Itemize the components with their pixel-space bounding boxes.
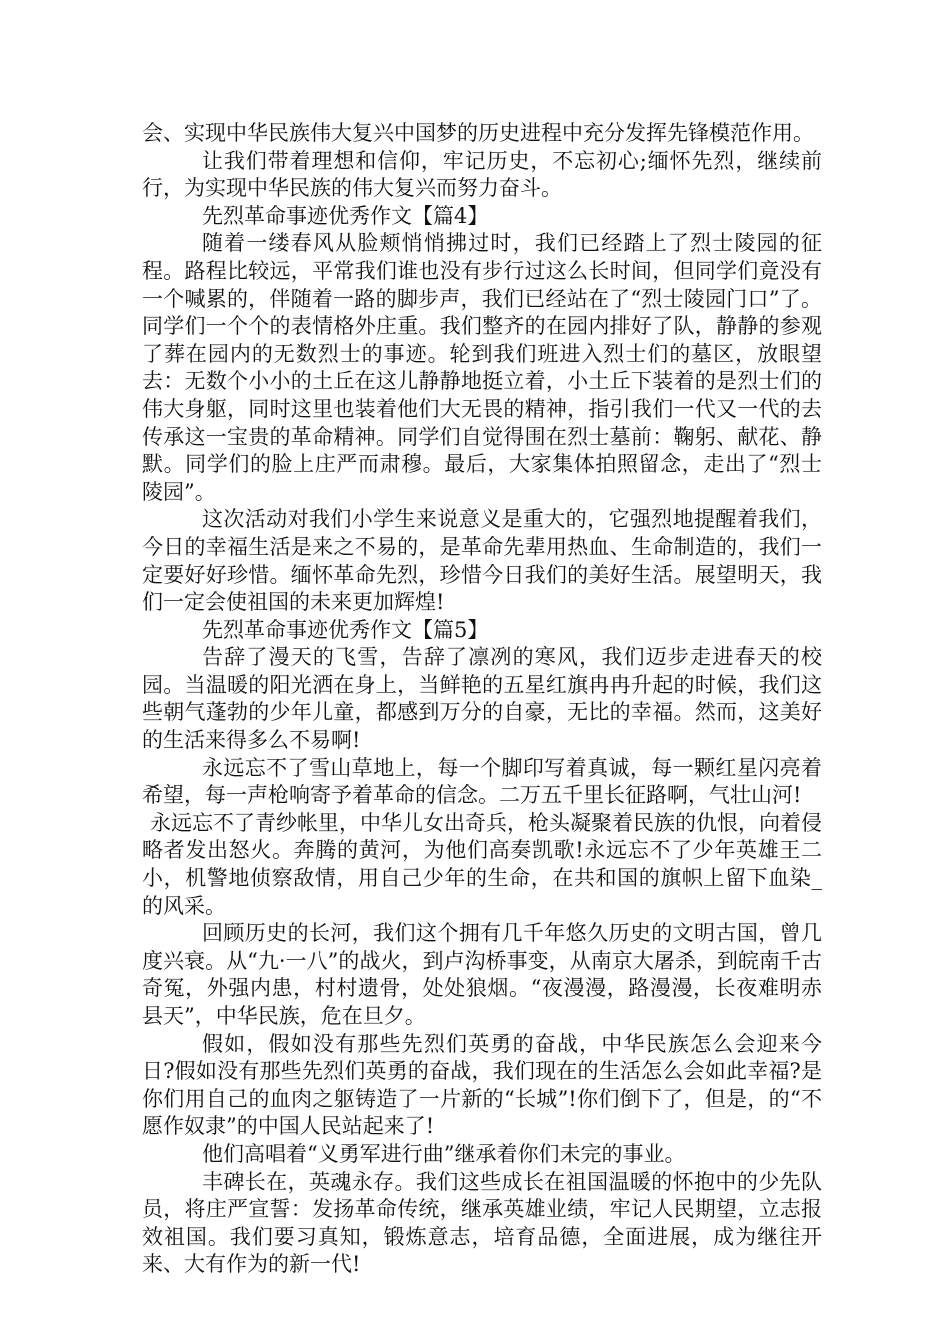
- paragraph-long-march: 永远忘不了雪山草地上，每一个脚印写着真诚，每一颗红星闪亮着希望，每一声枪响寄予着革命的信念。二万五千里长征路啊，气壮山河!: [142, 755, 822, 808]
- paragraph-pledge: 丰碑长在，英魂永存。我们这些成长在祖国温暖的怀抱中的少先队员，将庄严宣誓：发扬革命传统，继承英雄业绩，牢记人民期望，立志报效祖国。我们要习真知，锻炼意志，培育品德，全面进展，成为继往开来、大有作为的新一代!: [142, 1169, 822, 1277]
- paragraph-anthem: 他们高唱着“义勇军进行曲”继承着你们未完的事业。: [202, 1141, 686, 1166]
- document-body: [142, 120, 822, 1279]
- paragraph-if-not: 假如，假如没有那些先烈们英勇的奋战，中华民族怎么会迎来今日?假如没有那些先烈们英勇的奋战，我们现在的生活怎么会如此幸福?是你们用自己的血肉之躯铸造了一片新的“长城”!你们倒下了，但是，的“不愿作奴隶”的中国人民站起来了!: [142, 1031, 822, 1139]
- paragraph-history: 回顾历史的长河，我们这个拥有几千年悠久历史的文明古国，曾几度兴衰。从“九·一八”的战火，到卢沟桥事变，从南京大屠杀，到皖南千古奇冤，外强内患，村村遗骨，处处狼烟。“夜漫漫，路漫漫，长夜难明赤县天”，中华民族，危在旦夕。: [142, 921, 822, 1028]
- paragraph-continuation: 会、实现中华民族伟大复兴中国梦的历史进程中充分发挥先锋模范作用。: [142, 121, 814, 145]
- paragraph-spring-campus: 告辞了漫天的飞雪，告辞了凛冽的寒风，我们迈步走进春天的校园。当温暖的阳光洒在身上，当鲜艳的五星红旗冉冉升起的时候，我们这些朝气蓬勃的少年儿童，都感到万分的自豪，无比的幸福。然而，这美好的生活来得多么不易啊!: [142, 645, 822, 753]
- paragraph-heroes: 永远忘不了青纱帐里，中华儿女出奇兵，枪头凝聚着民族的仇恨，向着侵略者发出怒火。奔腾的黄河，为他们高奏凯歌!永远忘不了少年英雄王二小，机警地侦察敌情，用自己少年的生命，在共和国的旗帜上留下血染_的风采。: [142, 810, 822, 918]
- section-heading-5: 先烈革命事迹优秀作文【篇5】: [202, 617, 489, 642]
- paragraph-cemetery-visit: 随着一缕春风从脸颊悄悄拂过时，我们已经踏上了烈士陵园的征程。路程比较远，平常我们谁也没有步行过这么长时间，但同学们竟没有一个喊累的，伴随着一路的脚步声，我们已经站在了“烈士陵园门口”了。同学们一个个的表情格外庄重。我们整齐的在园内排好了队，静静的参观了葬在园内的无数烈士的事迹。轮到我们班进入烈士们的墓区，放眼望去：无数个小小的土丘在这儿静静地挺立着，小土丘下装着的是烈士们的伟大身躯，同时这里也装着他们大无畏的精神，指引我们一代又一代的去传承这一宝贵的革命精神。同学们自觉得围在烈士墓前：鞠躬、献花、静默。同学们的脸上庄严而肃穆。最后，大家集体拍照留念，走出了“烈士陵园”。: [142, 231, 822, 504]
- section-heading-4: 先烈革命事迹优秀作文【篇4】: [202, 203, 489, 228]
- paragraph-activity-meaning: 这次活动对我们小学生来说意义是重大的，它强烈地提醒着我们，今日的幸福生活是来之不易的，是革命先辈用热血、生命制造的，我们一定要好好珍惜。缅怀革命先烈，珍惜今日我们的美好生活。展望明天，我们一定会使祖国的未来更加辉煌!: [142, 507, 822, 615]
- paragraph-call-to-action: 让我们带着理想和信仰，牢记历史，不忘初心;缅怀先烈，继续前行，为实现中华民族的伟大复兴而努力奋斗。: [142, 148, 822, 201]
